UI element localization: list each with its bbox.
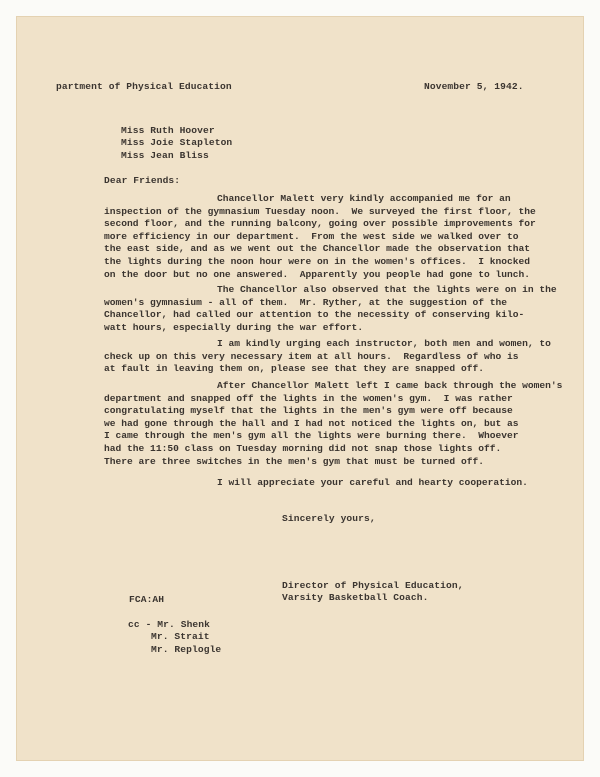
paragraph-line: second floor, and the running balcony, going over possible improvements for	[104, 218, 536, 230]
paragraph-line: check up on this very necessary item at all hours. Regardless of who is	[104, 350, 519, 362]
paragraph-line: Chancellor, had called our attention to the necessity of conserving kilo-	[104, 309, 525, 321]
paragraph-line: I came through the men's gym all the lights were burning there. Whoever	[104, 430, 519, 442]
paragraph-line: I am kindly urging each instructor, both men and women, to	[217, 338, 551, 349]
paragraph-5	[104, 477, 528, 490]
cc-line: cc - Mr. Shenk	[128, 619, 211, 630]
paragraph-line: I will appreciate your careful and hearty cooperation.	[217, 477, 528, 488]
paragraph-1	[104, 193, 536, 281]
paragraph-2	[104, 284, 557, 334]
paragraph-line: inspection of the gymnasium Tuesday noon. We surveyed the first floor, the	[104, 205, 536, 217]
recipient-1: Miss Ruth Hoover	[121, 125, 215, 136]
paragraph-line: congratulating myself that the lights in the men's gym were off because	[104, 405, 513, 417]
paragraph-4	[104, 380, 562, 468]
letter-page	[16, 16, 584, 761]
salutation: Dear Friends:	[104, 175, 181, 186]
recipient-3: Miss Jean Bliss	[121, 150, 209, 161]
paragraph-line: Chancellor Malett very kindly accompanied me for an	[217, 193, 511, 204]
recipient-2: Miss Joie Stapleton	[121, 137, 233, 148]
paragraph-line: department and snapped off the lights in the women's gym. I was rather	[104, 392, 513, 404]
signature-title-2: Varsity Basketball Coach.	[282, 592, 429, 603]
paragraph-3	[104, 338, 551, 376]
cc-recipient: Mr. Replogle	[151, 644, 222, 655]
department-heading: partment of Physical Education	[56, 81, 232, 92]
paragraph-line: The Chancellor also observed that the lights were on in the	[217, 284, 557, 295]
paragraph-line: After Chancellor Malett left I came back through the women's	[217, 380, 563, 391]
paragraph-line: more efficiency in our department. From the west side we walked over to	[104, 230, 519, 242]
closing: Sincerely yours,	[282, 513, 376, 524]
paragraph-line: There are three switches in the men's gym that must be turned off.	[104, 455, 484, 467]
paragraph-line: on the door but no one answered. Apparently you people had gone to lunch.	[104, 268, 531, 280]
paragraph-line: watt hours, especially during the war effort.	[104, 321, 364, 333]
paragraph-line: had the 11:50 class on Tuesday morning did not snap those lights off.	[104, 442, 502, 454]
paragraph-line: we had gone through the hall and I had not noticed the lights on, but as	[104, 417, 519, 429]
letter-date: November 5, 1942.	[424, 81, 524, 92]
typist-initials: FCA:AH	[129, 594, 165, 605]
paragraph-line: the east side, and as we went out the Chancellor made the observation that	[104, 243, 531, 255]
paragraph-line: women's gymnasium - all of them. Mr. Ryther, at the suggestion of the	[104, 296, 508, 308]
paragraph-line: at fault in leaving them on, please see that they are snapped off.	[104, 363, 484, 375]
paragraph-line: the lights during the noon hour were on in the women's offices. I knocked	[104, 255, 531, 267]
signature-title-1: Director of Physical Education,	[282, 580, 464, 591]
cc-recipient: Mr. Strait	[151, 631, 210, 642]
